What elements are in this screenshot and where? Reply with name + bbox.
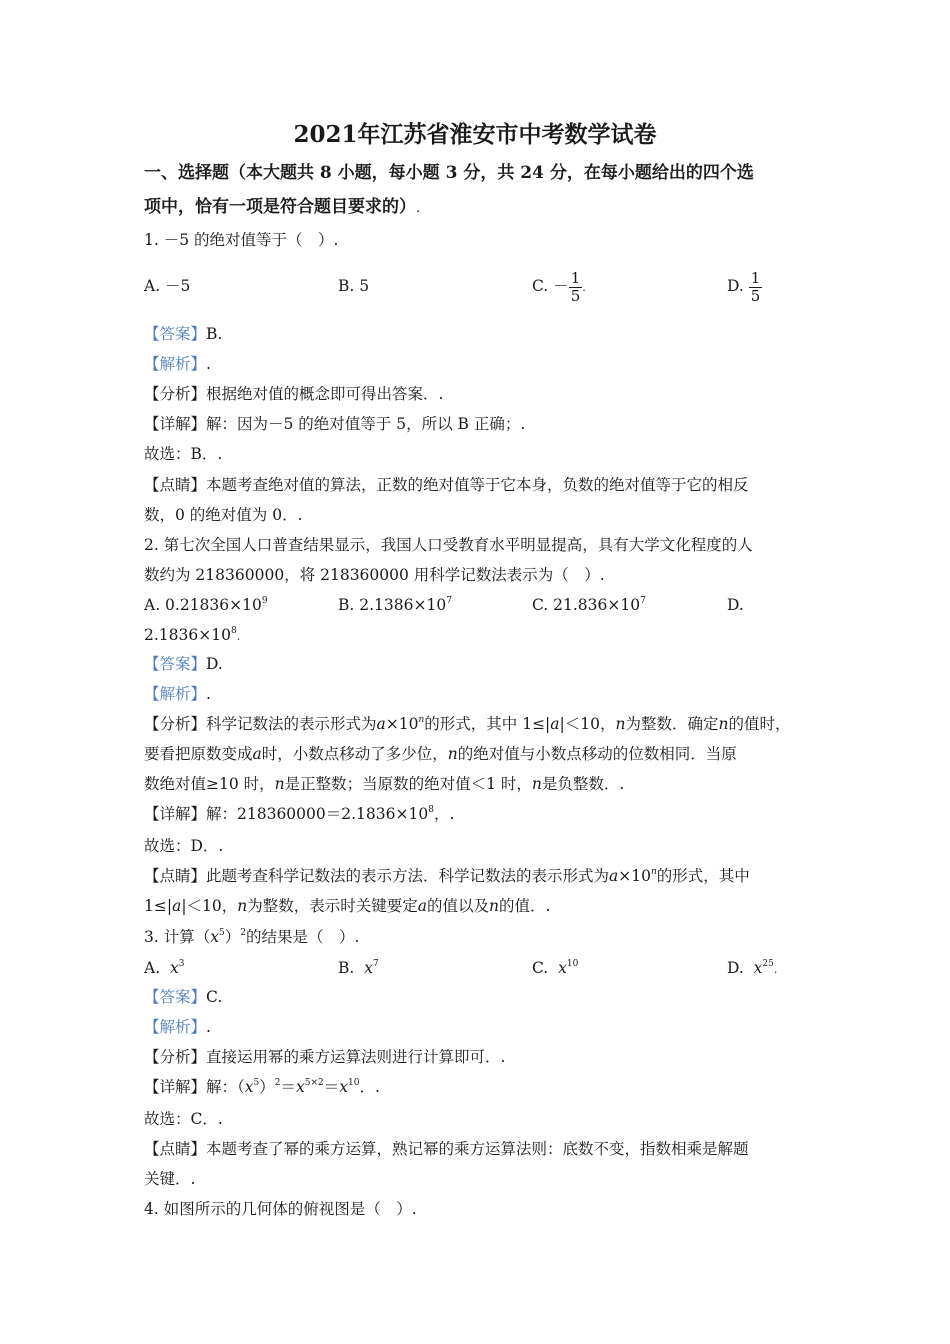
fraction: $\frac{1}{5}$ xyxy=(570,268,581,305)
q2-comment-line1: 【点睛】此题考查科学记数法的表示方法．科学记数法的表示形式为$a\times 10^n$的形式，其中 xyxy=(144,867,750,885)
q3-option-c: C. $x^{10}$ xyxy=(532,959,579,977)
q1-detail: 【详解】解：因为－5 的绝对值等于 5，所以 B 正确；. xyxy=(144,415,526,433)
q3-analysis: 【分析】直接运用幂的乘方运算法则进行计算即可．. xyxy=(144,1048,506,1066)
question-2-stem-line2: 数约为 218360000，将 218360000 用科学记数法表示为（ ）. xyxy=(144,566,605,584)
q3-option-b: B. $x^7$ xyxy=(338,959,379,977)
q3-comment-line1: 【点睛】本题考查了幂的乘方运算，熟记幂的乘方运算法则：底数不变，指数相乘是解题 xyxy=(144,1140,749,1158)
question-4-stem: 4. 如图所示的几何体的俯视图是（ ）. xyxy=(144,1200,417,1218)
question-3-stem: 3. 计算$(x^5)^2$的结果是（ ）. xyxy=(144,928,360,946)
q3-answer: 【答案】C. xyxy=(144,988,223,1006)
question-1-stem: 1. －5 的绝对值等于（ ）. xyxy=(144,231,339,249)
q2-comment-line2: 1≤|a|＜10，n为整数，表示时关键要定a的值以及n的值．. xyxy=(144,897,551,915)
q3-jiexi: 【解析】. xyxy=(144,1018,211,1036)
q3-comment-line2: 关键．. xyxy=(144,1170,196,1188)
section-heading-line2: 项中，恰有一项是符合题目要求的）. xyxy=(144,197,421,217)
q1-option-d: D. $\frac{1}{5}$ xyxy=(727,268,761,305)
q3-choose: 故选：C．. xyxy=(144,1110,223,1128)
q1-jiexi: 【解析】. xyxy=(144,355,211,373)
q2-option-d-label: D. xyxy=(727,596,744,614)
q1-choose: 故选：B．. xyxy=(144,445,223,463)
q2-analysis-line2: 要看把原数变成a时，小数点移动了多少位，n的绝对值与小数点移动的位数相同．当原 xyxy=(144,745,737,763)
q3-option-a: A. $x^3$ xyxy=(144,959,185,977)
q1-option-a: A. －5 xyxy=(144,277,191,295)
q1-analysis: 【分析】根据绝对值的概念即可得出答案．. xyxy=(144,385,444,403)
q2-choose: 故选：D．. xyxy=(144,837,224,855)
q1-comment-line1: 【点睛】本题考查绝对值的算法，正数的绝对值等于它本身，负数的绝对值等于它的相反 xyxy=(144,476,749,494)
q2-option-c: C. $21.836\times 10^7$ xyxy=(532,596,646,614)
q2-option-b: B. $2.1386\times 10^7$ xyxy=(338,596,452,614)
q2-detail: 【详解】解：$218360000=2.1836\times 10^8$，. xyxy=(144,805,455,823)
q1-option-c: C. － $\frac{1}{5}$ . xyxy=(532,268,586,305)
section-heading-line1: 一、选择题（本大题共 8 小题，每小题 3 分，共 24 分，在每小题给出的四个选 xyxy=(144,163,754,183)
q1-option-b: B. 5 xyxy=(338,277,370,295)
q3-detail: 【详解】解：$(x^5)^2=x^{5\times 2}=x^{10}$．. xyxy=(144,1078,380,1096)
q2-option-a: A. $0.21836\times 10^9$ xyxy=(144,596,268,614)
q1-answer: 【答案】B. xyxy=(144,325,223,343)
q2-answer: 【答案】D. xyxy=(144,655,223,673)
q3-option-d: D. $x^{25}$. xyxy=(727,959,778,977)
q2-option-d: $2.1836\times 10^8$. xyxy=(144,626,241,644)
page-title: 2021年江苏省淮安市中考数学试卷 xyxy=(293,121,657,148)
q1-comment-line2: 数，0 的绝对值为 0．. xyxy=(144,506,303,524)
q2-analysis-line3: 数绝对值≥10 时，n是正整数；当原数的绝对值＜1 时，n是负整数．. xyxy=(144,775,625,793)
q2-jiexi: 【解析】. xyxy=(144,685,211,703)
q2-analysis-line1: 【分析】科学记数法的表示形式为$a\times 10^n$的形式，其中 1≤|a|＜10，n为整数．确定n的值时， xyxy=(144,715,791,733)
fraction: $\frac{1}{5}$ xyxy=(750,268,761,305)
question-2-stem-line1: 2. 第七次全国人口普查结果显示，我国人口受教育水平明显提高，具有大学文化程度的人 xyxy=(144,536,753,554)
